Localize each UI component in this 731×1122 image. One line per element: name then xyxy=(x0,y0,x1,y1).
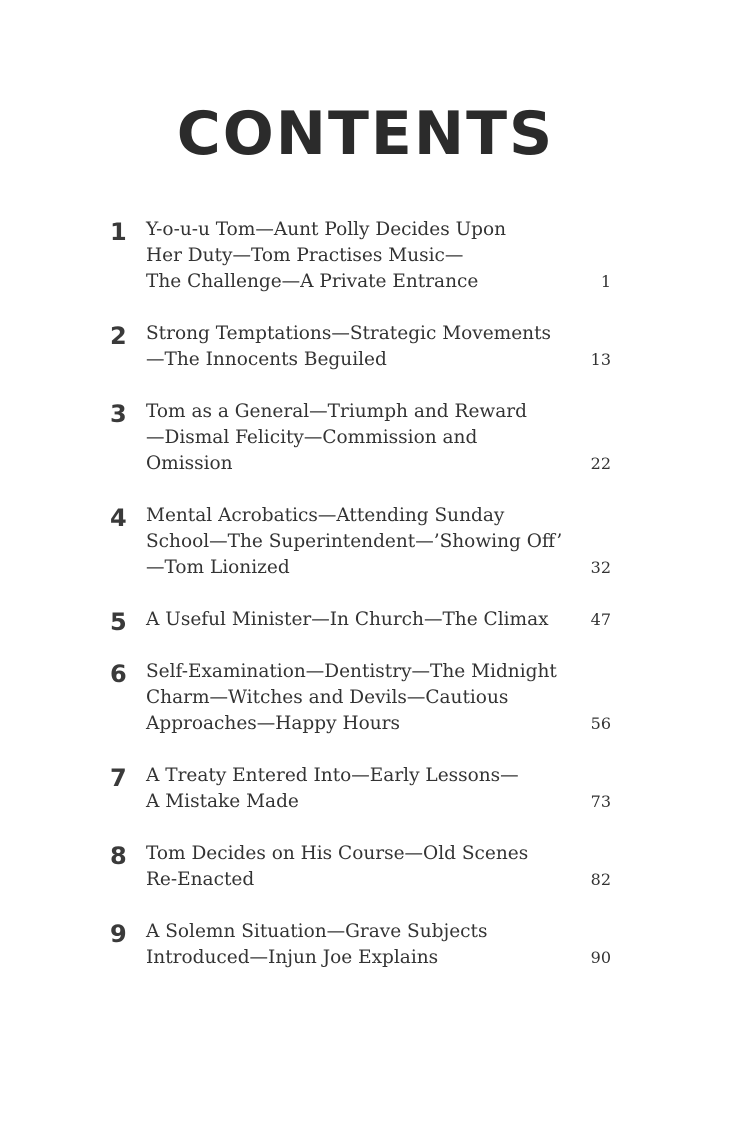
chapter-title-line: —Tom Lionized xyxy=(146,557,290,578)
chapter-title-line: Y-o-u-u Tom—Aunt Polly Decides Upon xyxy=(146,219,507,240)
chapter-title-line: Introduced—Injun Joe Explains xyxy=(146,947,439,968)
page-number: 32 xyxy=(590,558,611,577)
page-number: 90 xyxy=(590,948,611,967)
chapter-title xyxy=(146,321,586,373)
toc-entry-8[interactable] xyxy=(0,841,731,893)
chapter-title xyxy=(146,841,586,893)
chapter-number: 4 xyxy=(110,504,127,532)
chapter-number: 7 xyxy=(110,764,127,792)
chapter-title-line: Self-Examination—Dentistry—The Midnight xyxy=(146,661,557,682)
chapter-title-line: Tom Decides on His Course—Old Scenes xyxy=(146,843,529,864)
chapter-title-line: Tom as a General—Triumph and Reward xyxy=(146,401,527,422)
chapter-title xyxy=(146,607,586,633)
chapter-title-line: A Solemn Situation—Grave Subjects xyxy=(146,921,488,942)
chapter-number: 8 xyxy=(110,842,127,870)
chapter-number: 3 xyxy=(110,400,127,428)
page-number: 82 xyxy=(590,870,611,889)
chapter-title-line: School—The Superintendent—’Showing Off’ xyxy=(146,531,563,552)
page-number: 1 xyxy=(600,272,611,291)
chapter-title-line: Mental Acrobatics—Attending Sunday xyxy=(146,505,505,526)
chapter-title-line: —Dismal Felicity—Commission and xyxy=(146,427,478,448)
toc-entry-3[interactable] xyxy=(0,399,731,477)
chapter-title-line: Her Duty—Tom Practises Music— xyxy=(146,245,464,266)
chapter-number: 2 xyxy=(110,322,127,350)
chapter-title-line: —The Innocents Beguiled xyxy=(146,349,387,370)
chapter-title-line: Strong Temptations—Strategic Movements xyxy=(146,323,552,344)
chapter-title-line: Charm—Witches and Devils—Cautious xyxy=(146,687,509,708)
chapter-title-line: The Challenge—A Private Entrance xyxy=(146,271,479,292)
page-number: 22 xyxy=(590,454,611,473)
chapter-number: 1 xyxy=(110,218,127,246)
chapter-title xyxy=(146,399,586,477)
page-number: 47 xyxy=(590,610,611,629)
toc-entry-1[interactable] xyxy=(0,217,731,295)
chapter-title xyxy=(146,763,586,815)
toc-entry-2[interactable] xyxy=(0,321,731,373)
toc-entry-4[interactable] xyxy=(0,503,731,581)
table-of-contents xyxy=(0,217,731,997)
chapter-number: 9 xyxy=(110,920,127,948)
toc-entry-5[interactable] xyxy=(0,607,731,636)
page-number: 56 xyxy=(590,714,611,733)
toc-entry-6[interactable] xyxy=(0,659,731,737)
chapter-number: 6 xyxy=(110,660,127,688)
chapter-title xyxy=(146,217,586,295)
contents-heading: CONTENTS xyxy=(176,99,555,169)
toc-entry-9[interactable] xyxy=(0,919,731,971)
page-number: 73 xyxy=(590,792,611,811)
chapter-title xyxy=(146,503,586,581)
chapter-title-line: A Mistake Made xyxy=(146,791,299,812)
chapter-title xyxy=(146,659,586,737)
page-number: 13 xyxy=(590,350,611,369)
chapter-title-line: Omission xyxy=(146,453,233,474)
chapter-title-line: A Treaty Entered Into—Early Lessons— xyxy=(146,765,519,786)
toc-entry-7[interactable] xyxy=(0,763,731,815)
chapter-title-line: A Useful Minister—In Church—The Climax xyxy=(146,609,549,630)
chapter-title xyxy=(146,919,586,971)
chapter-title-line: Approaches—Happy Hours xyxy=(146,713,400,734)
chapter-title-line: Re-Enacted xyxy=(146,869,255,890)
chapter-number: 5 xyxy=(110,608,127,636)
